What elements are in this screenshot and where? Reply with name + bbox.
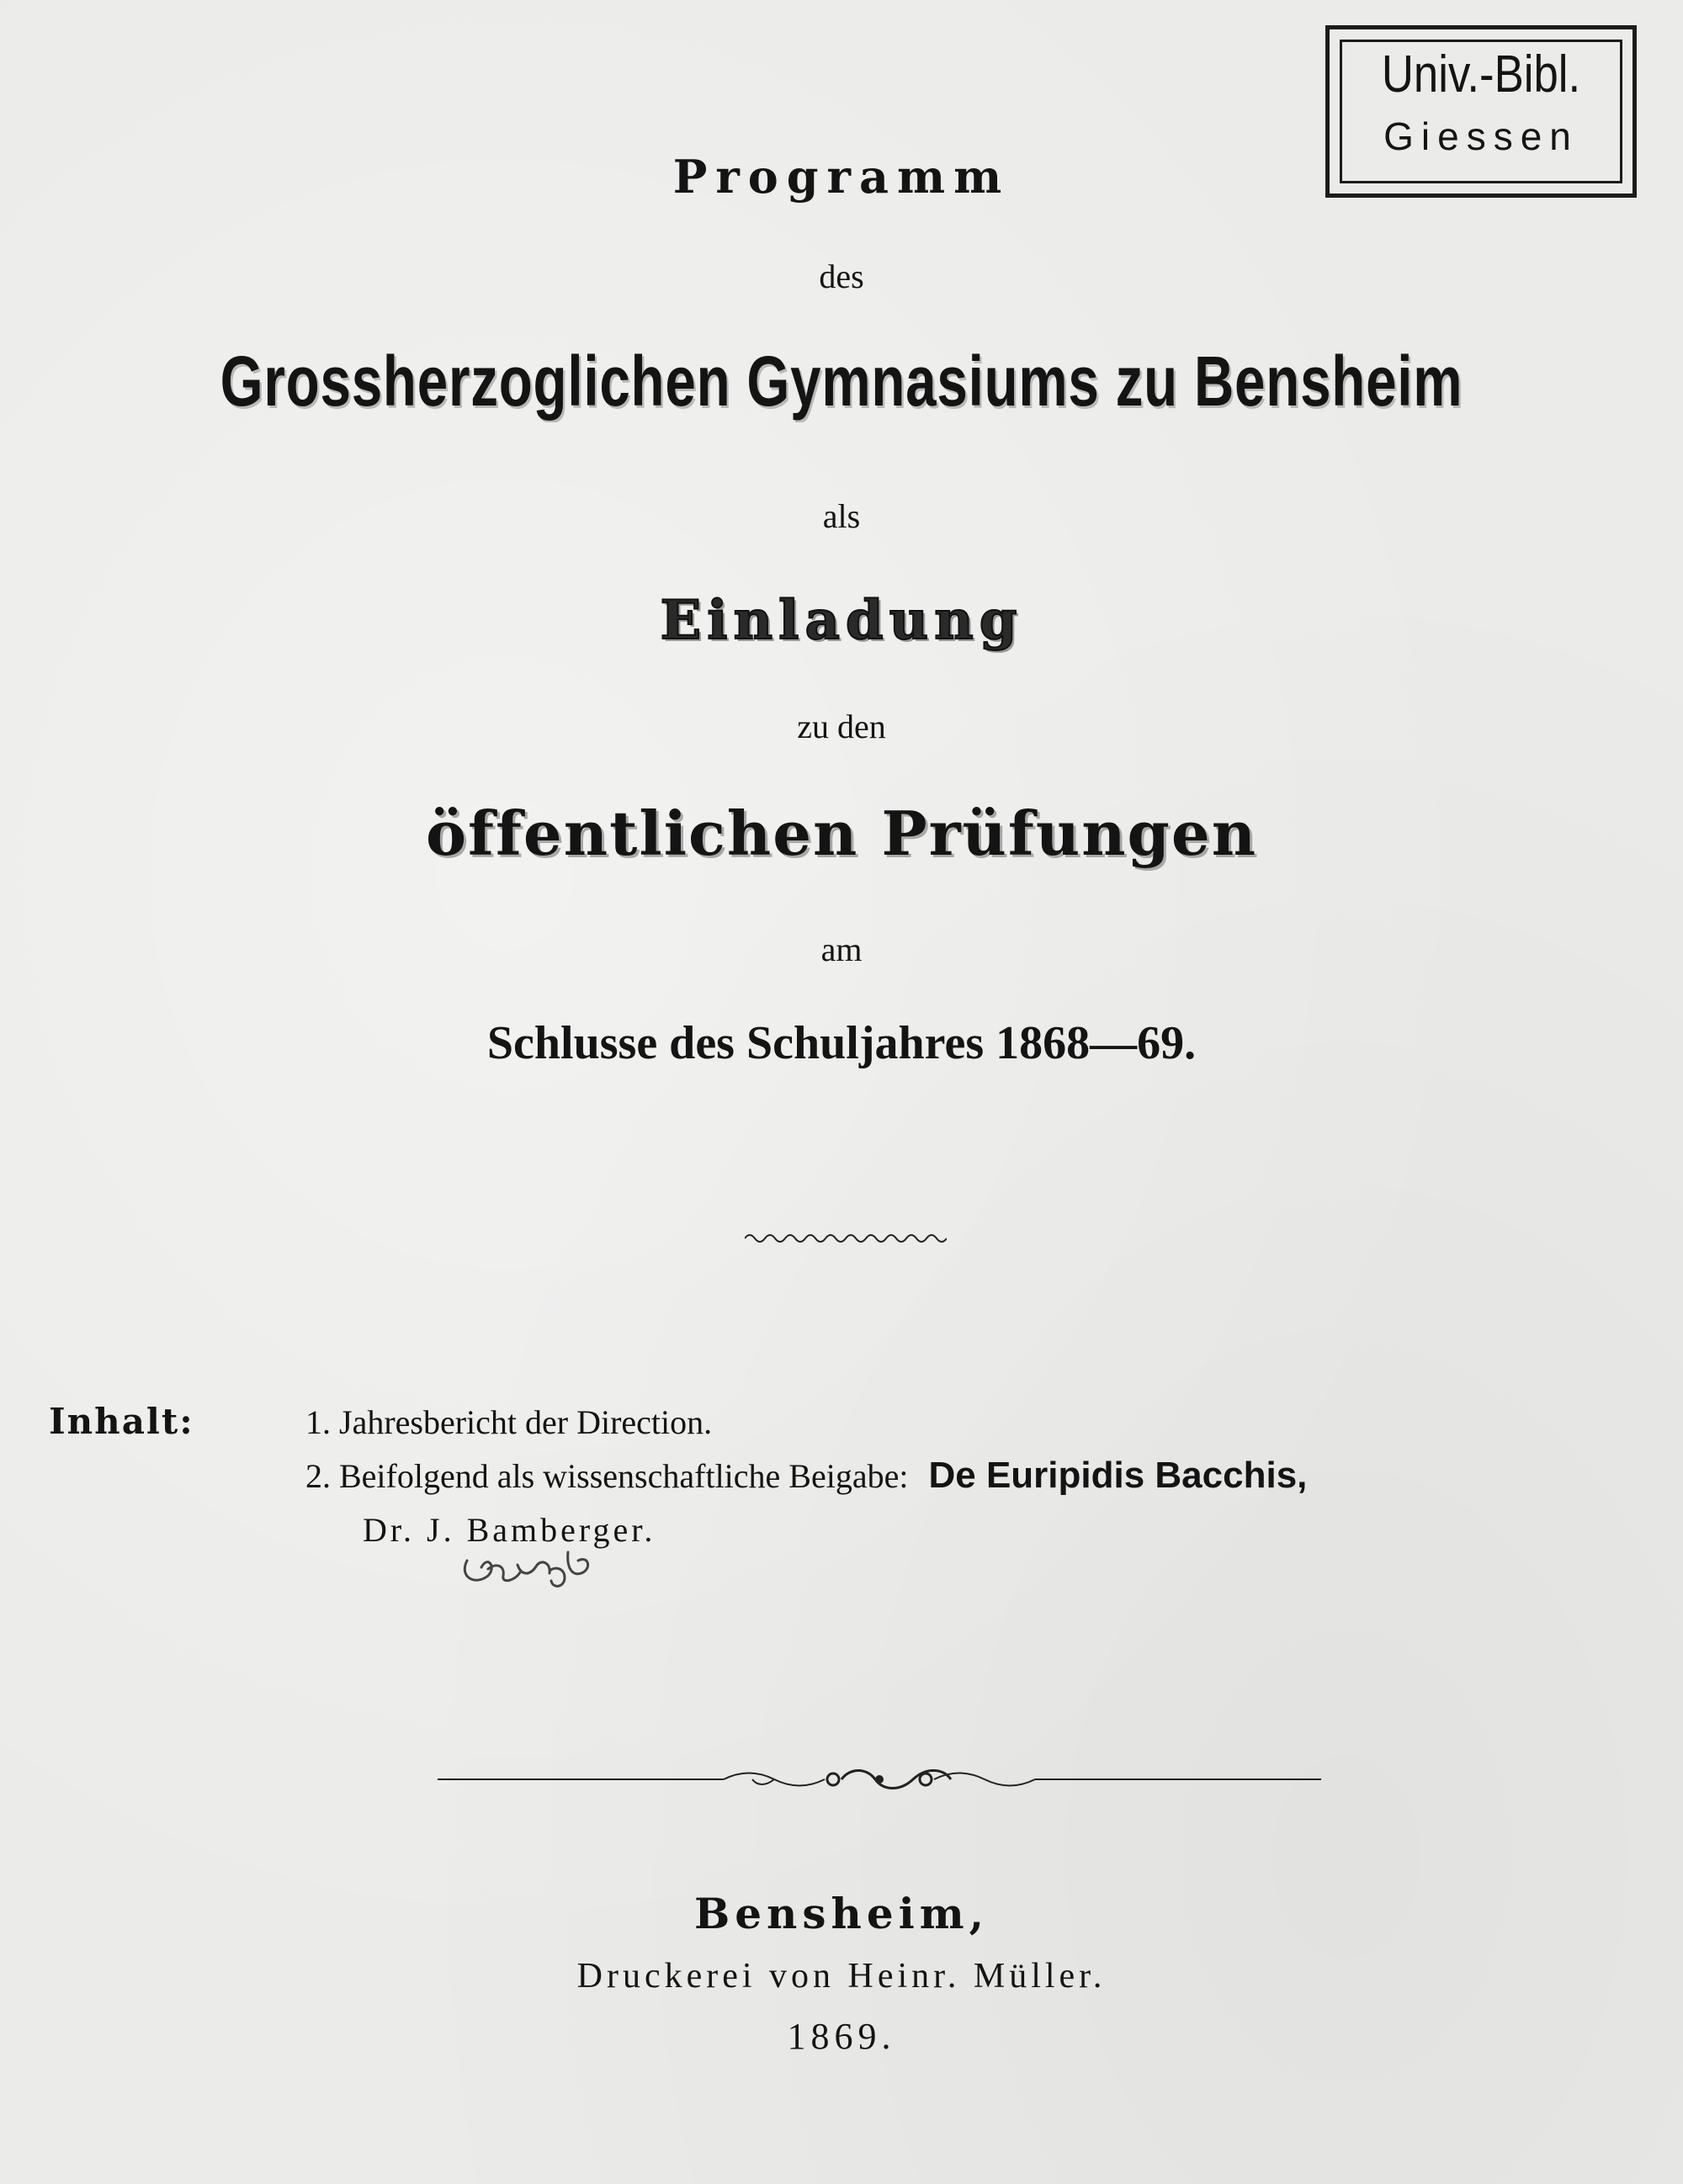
text-des: des	[819, 257, 864, 295]
contents-block	[49, 1401, 1648, 1577]
handwritten-mark	[450, 1535, 610, 1611]
title-programm: Programm	[672, 150, 1011, 204]
text-zu-den: zu den	[797, 708, 886, 745]
ornamental-divider	[438, 1758, 1321, 1800]
title-einladung: Einladung	[660, 589, 1023, 652]
title-schuljahr: Schlusse des Schuljahres 1868—69.	[486, 1017, 1197, 1069]
title-pruefungen: öffentlichen Prüfungen	[425, 798, 1258, 869]
imprint-year: 1869.	[787, 2016, 896, 2057]
contents-item-2-author: Dr. J. Bamberger.	[363, 1511, 656, 1549]
stamp-city: Giessen	[1383, 114, 1579, 158]
imprint-printer: Druckerei von Heinr. Müller.	[576, 1957, 1107, 1996]
contents-item-1: 1. Jahresbericht der Direction.	[305, 1403, 713, 1441]
contents-item-2-lead: 2. Beifolgend als wissenschaftliche Beigabe:	[305, 1457, 909, 1495]
contents-item-2-topic: De Euripidis Bacchis,	[928, 1455, 1308, 1496]
contents-label: Inhalt:	[49, 1401, 194, 1442]
imprint-place: Bensheim,	[693, 1889, 990, 1938]
text-als: als	[822, 497, 861, 535]
school-name-heading: Grossherzoglichen Gymnasiums zu Bensheim	[220, 342, 1463, 421]
stamp-library-name: Univ.-Bibl.	[1381, 45, 1581, 103]
contents-item-2	[305, 1455, 1307, 1497]
text-am: am	[820, 930, 863, 968]
wavy-rule-divider	[745, 1228, 947, 1248]
